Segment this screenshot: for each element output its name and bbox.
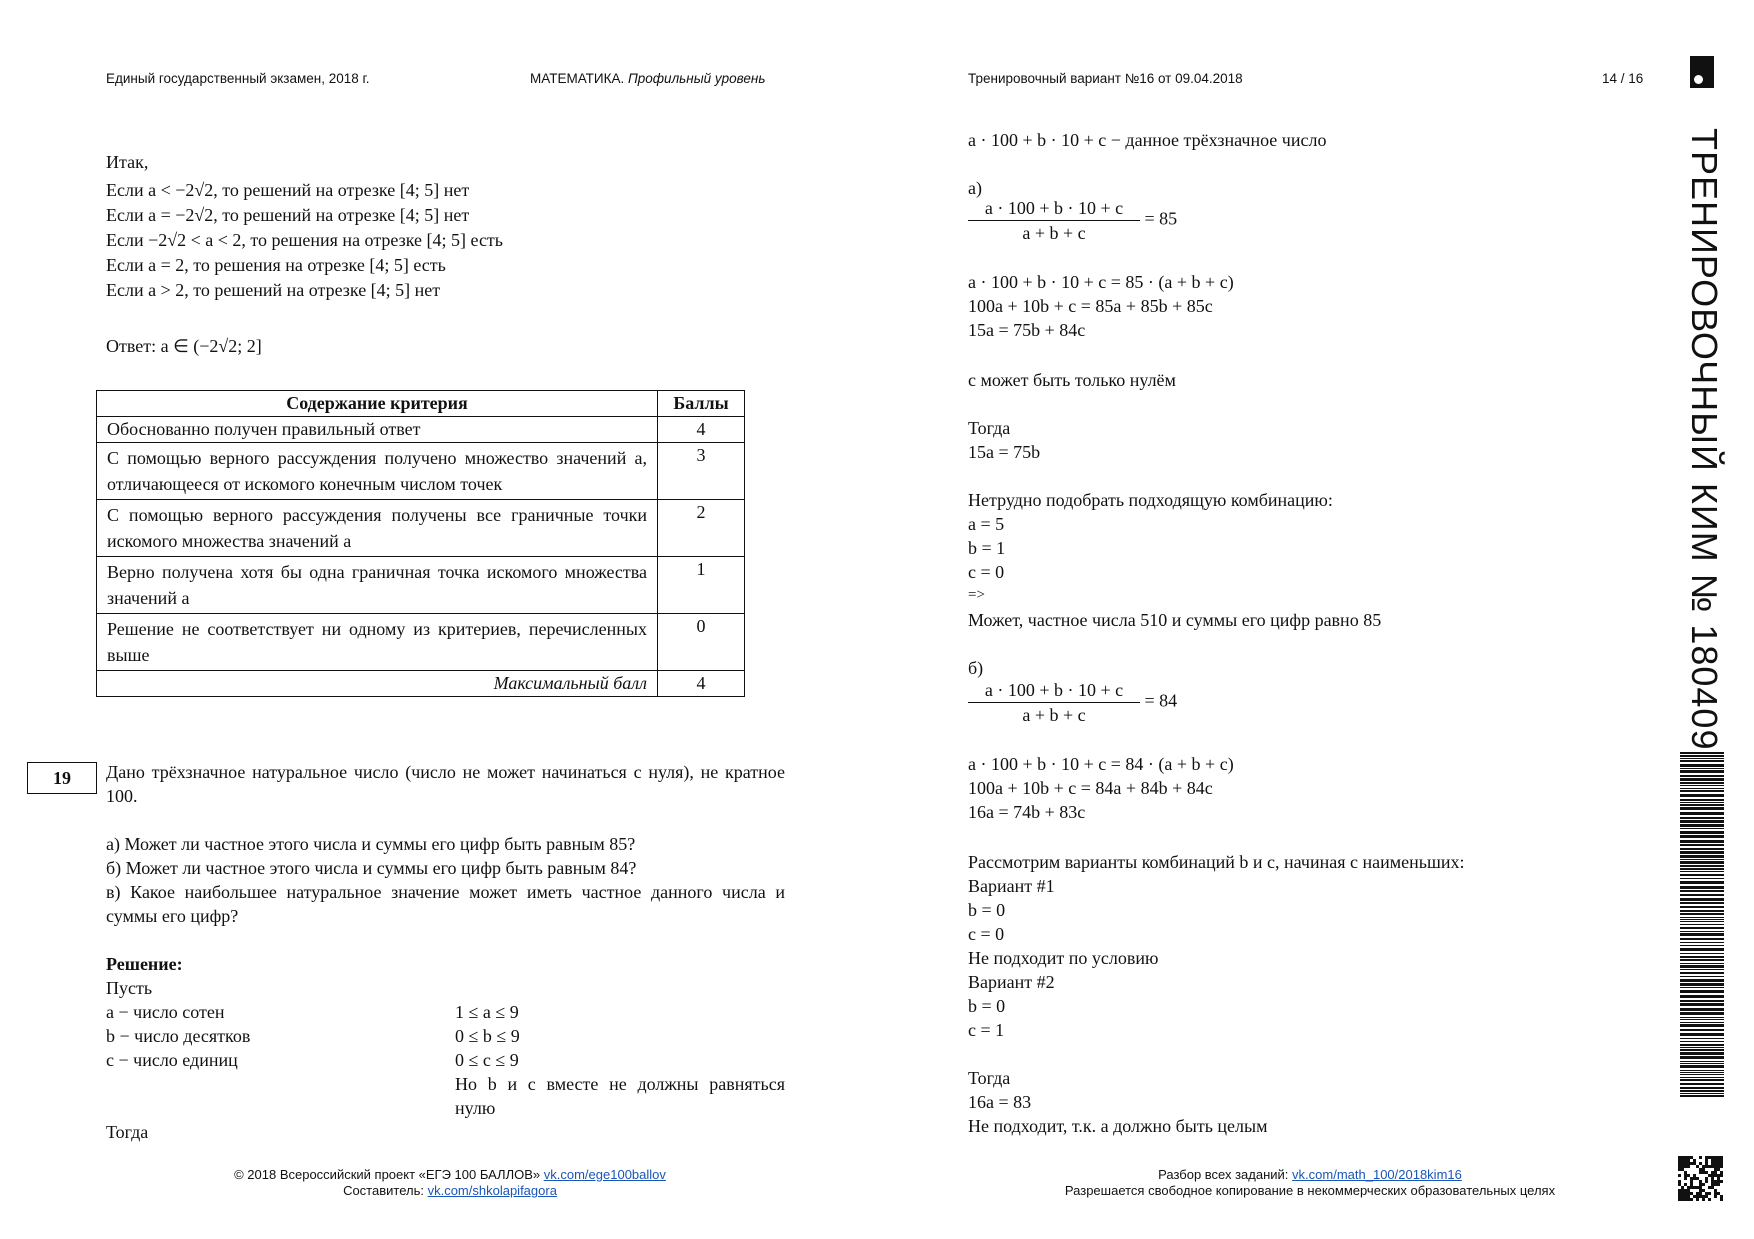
combo-line: a = 5: [968, 514, 1005, 534]
variant-line: b = 0: [968, 900, 1006, 920]
fraction-denominator: a + b + c: [1022, 705, 1086, 725]
variant-1-lines: [968, 898, 1005, 946]
eq-line: 15a = 75b + 84c: [968, 320, 1086, 340]
logo-mark: [1690, 56, 1714, 88]
a-lines: [968, 270, 1234, 342]
table-max-row: [97, 671, 745, 697]
eq-line: a · 100 + b · 10 + c = 84 · (a + b + c): [968, 754, 1234, 774]
b-lines: [968, 752, 1234, 824]
case-line: Если a > 2, то решений на отрезке [4; 5] нет: [106, 280, 441, 300]
footer-copyright: © 2018 Всероссийский проект «ЕГЭ 100 БАЛЛОВ»: [234, 1167, 541, 1182]
var-b-name: b − число десятков: [106, 1026, 251, 1046]
eq-line: 16a = 74b + 83c: [968, 802, 1086, 822]
criteria-score: 3: [658, 443, 745, 500]
let-text: Пусть: [106, 978, 153, 998]
task-questions: [106, 832, 785, 928]
criteria-text: С помощью верного рассуждения получены все граничные точки искомого множества значений a: [97, 500, 658, 557]
criteria-text: Решение не соответствует ни одному из критериев, перечисленных выше: [97, 614, 658, 671]
cases-list: [106, 178, 503, 303]
combo-lines: [968, 512, 1005, 584]
footer-license: Разрешается свободное копирование в некоммерческих образовательных целях: [1064, 1183, 1556, 1198]
fraction-denominator: a + b + c: [1022, 223, 1086, 243]
header-subject-name: МАТЕМАТИКА.: [530, 71, 625, 86]
intro-line: a · 100 + b · 10 + c − данное трёхзначное число: [968, 130, 1327, 150]
footer-right: [990, 1167, 1630, 1199]
question-c: в) Какое наибольшее натуральное значение может иметь частное данного числа и суммы его цифр?: [106, 882, 785, 926]
arrow-text: =>: [968, 587, 985, 603]
criteria-table: [96, 390, 745, 697]
itak-text: Итак,: [106, 152, 149, 172]
part-b-label: б): [968, 658, 984, 678]
criteria-text: Верно получена хотя бы одна граничная точка искомого множества значений a: [97, 557, 658, 614]
fraction-numerator: a · 100 + b · 10 + c: [968, 196, 1140, 221]
question-a: а) Может ли частное этого числа и суммы его цифр быть равным 85?: [106, 834, 636, 854]
eq-16a-83: 16a = 83: [968, 1092, 1032, 1112]
table-row: [97, 557, 745, 614]
consider-text: Рассмотрим варианты комбинаций b и c, начиная с наименьших:: [968, 852, 1465, 872]
task-text: Дано трёхзначное натуральное число (число не может начинаться с нуля), не кратное 100.: [106, 762, 785, 806]
can-text: Может, частное числа 510 и суммы его цифр равно 85: [968, 610, 1382, 630]
footer-author-label: Составитель:: [343, 1183, 424, 1198]
table-row: [97, 443, 745, 500]
variant-2-label: Вариант #2: [968, 972, 1055, 992]
footer-left-line1: [160, 1167, 740, 1183]
part-a-label: а): [968, 178, 982, 198]
header-exam: Единый государственный экзамен, 2018 г.: [106, 71, 370, 86]
page-number: 14 / 16: [1602, 71, 1644, 86]
variant-line: b = 0: [968, 996, 1006, 1016]
case-line: Если −2√2 < a < 2, то решения на отрезке [4; 5] есть: [106, 230, 504, 250]
table-row: [97, 500, 745, 557]
combo-line: c = 0: [968, 562, 1005, 582]
solution-heading: Решение:: [106, 954, 183, 974]
variant-line: c = 1: [968, 1020, 1005, 1040]
criteria-text: Обоснованно получен правильный ответ: [97, 417, 658, 443]
equals-85: = 85: [1144, 208, 1178, 229]
answer-text: Ответ: a ∈ (−2√2; 2]: [106, 336, 262, 356]
pick-text: Нетрудно подобрать подходящую комбинацию:: [968, 490, 1333, 510]
eq-15a: 15a = 75b: [968, 442, 1041, 462]
barcode: [1680, 752, 1724, 1100]
then-text-1: Тогда: [968, 418, 1011, 438]
variant-line: c = 0: [968, 924, 1005, 944]
var-c-range: 0 ≤ c ≤ 9: [455, 1050, 519, 1070]
footer-left-line2: [160, 1183, 740, 1199]
table-header-score: Баллы: [658, 391, 745, 417]
then-text-2: Тогда: [968, 1068, 1011, 1088]
table-header-criteria: Содержание критерия: [97, 391, 658, 417]
header-variant: Тренировочный вариант №16 от 09.04.2018: [968, 71, 1243, 86]
criteria-score: 2: [658, 500, 745, 557]
question-b: б) Может ли частное этого числа и суммы его цифр быть равным 84?: [106, 858, 637, 878]
not-int-text: Не подходит, т.к. a должно быть целым: [968, 1116, 1268, 1136]
sidebar-kim-text: ТРЕНИРОВОЧНЫЙ КИМ № 180409: [1684, 128, 1725, 751]
footer-right-line1: [990, 1167, 1630, 1183]
fraction-numerator: a · 100 + b · 10 + c: [968, 678, 1140, 703]
header-level: Профильный уровень: [627, 71, 766, 86]
criteria-text: С помощью верного рассуждения получено множество значений a, отличающееся от искомого конечным числом точек: [97, 443, 658, 500]
criteria-score: 4: [658, 417, 745, 443]
c-zero-text: c может быть только нулём: [968, 370, 1176, 390]
header-subject: [530, 71, 765, 86]
eq-line: 100a + 10b + c = 85a + 85b + 85c: [968, 296, 1213, 316]
fraction: [968, 678, 1140, 727]
case-line: Если a = 2, то решения на отрезке [4; 5] есть: [106, 255, 446, 275]
task-number-box: 19: [27, 762, 97, 794]
variant-1-label: Вариант #1: [968, 876, 1055, 896]
variant-2-lines: [968, 994, 1005, 1042]
max-score-label: Максимальный балл: [97, 671, 658, 697]
fraction-84: [968, 678, 1177, 727]
fraction-85: [968, 196, 1177, 245]
eq-line: a · 100 + b · 10 + c = 85 · (a + b + c): [968, 272, 1234, 292]
table-row: [97, 417, 745, 443]
then-text: Тогда: [106, 1122, 149, 1142]
var-a-range: 1 ≤ a ≤ 9: [455, 1002, 519, 1022]
max-score-value: 4: [658, 671, 745, 697]
footer-left: [160, 1167, 740, 1199]
qr-code: [1678, 1156, 1724, 1202]
footer-analysis-label: Разбор всех заданий:: [1158, 1167, 1289, 1182]
no-fit-text: Не подходит по условию: [968, 948, 1159, 968]
criteria-score: 1: [658, 557, 745, 614]
equals-84: = 84: [1144, 690, 1178, 711]
case-line: Если a < −2√2, то решений на отрезке [4; 5] нет: [106, 180, 470, 200]
footer-link-author[interactable]: vk.com/shkolapifagora: [427, 1183, 557, 1198]
footer-link-ege[interactable]: vk.com/ege100ballov: [543, 1167, 666, 1182]
var-c-name: c − число единиц: [106, 1050, 238, 1070]
var-a-name: a − число сотен: [106, 1002, 225, 1022]
sidebar-kim: [1684, 128, 1725, 751]
criteria-score: 0: [658, 614, 745, 671]
combo-line: b = 1: [968, 538, 1006, 558]
var-b-range: 0 ≤ b ≤ 9: [455, 1026, 520, 1046]
case-line: Если a = −2√2, то решений на отрезке [4; 5] нет: [106, 205, 470, 225]
table-header-row: [97, 391, 745, 417]
fraction: [968, 196, 1140, 245]
table-row: [97, 614, 745, 671]
footer-link-analysis[interactable]: vk.com/math_100/2018kim16: [1292, 1167, 1462, 1182]
note-text: Но b и c вместе не должны равняться нулю: [455, 1074, 785, 1118]
eq-line: 100a + 10b + c = 84a + 84b + 84c: [968, 778, 1213, 798]
